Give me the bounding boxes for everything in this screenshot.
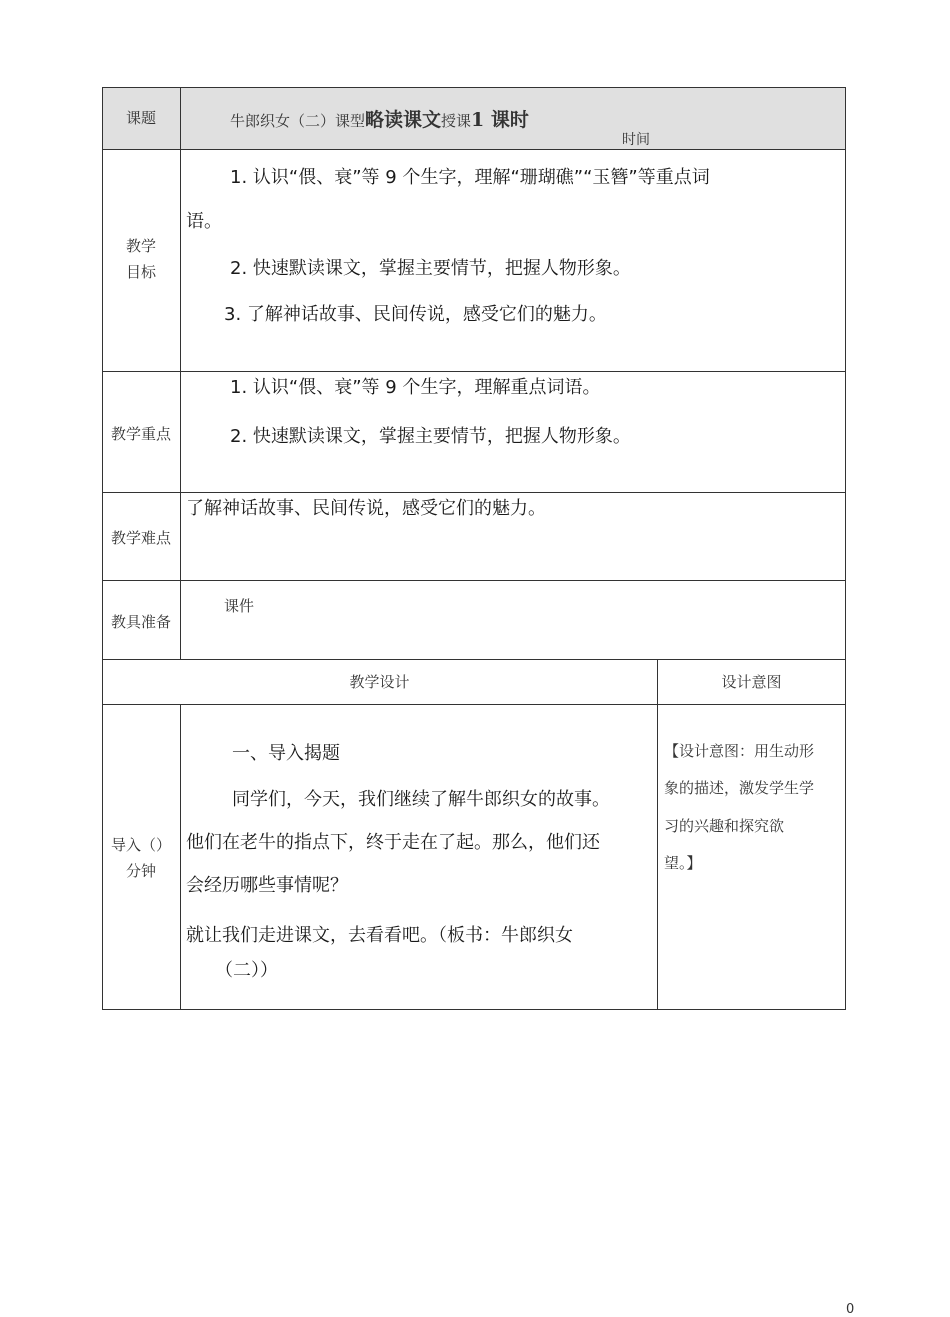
- time-value: 1 课时: [471, 109, 529, 131]
- difficulties-text: 了解神话故事、民间传说，感受它们的魅力。: [186, 498, 546, 519]
- row-divider: [102, 149, 846, 150]
- topic-label: 课题: [125, 109, 156, 127]
- intro-intent-line4: 望。】: [664, 854, 702, 872]
- intro-intent-line2: 象的描述，激发学生学: [664, 779, 815, 797]
- intent-column-divider: [657, 659, 658, 1010]
- row-divider: [102, 492, 846, 493]
- key-point-1: 1. 认识“偎、衰”等 9 个生字，理解重点词语。: [230, 377, 601, 398]
- objectives-label-line1: 教学: [125, 237, 156, 255]
- intro-paragraph-1-line2: 他们在老牛的指点下，终于走在了起。那么，他们还: [186, 832, 600, 853]
- intent-column-header: 设计意图: [721, 673, 782, 691]
- key-points-label: 教学重点: [110, 425, 171, 443]
- row-divider: [102, 659, 846, 660]
- materials-label: 教具准备: [110, 613, 171, 631]
- objectives-label-line2: 目标: [125, 263, 156, 281]
- label-column-divider: [180, 704, 181, 1010]
- intro-heading: 一、导入揭题: [232, 743, 340, 764]
- key-point-2: 2. 快速默读课文，掌握主要情节，把握人物形象。: [230, 426, 631, 447]
- table-border-bottom: [102, 1009, 846, 1010]
- page-number: 0: [846, 1302, 855, 1317]
- row-divider: [102, 704, 846, 705]
- intro-label-line2: 分钟: [125, 862, 156, 880]
- time-label-2: 时间: [622, 132, 650, 148]
- objectives-label: [102, 233, 180, 285]
- difficulties-label: 教学难点: [110, 529, 171, 547]
- intro-intent-line3: 习的兴趣和探究欲: [664, 817, 785, 835]
- label-column-divider: [180, 87, 181, 659]
- lesson-type-value: 略读课文: [365, 109, 442, 131]
- table-border-right: [845, 87, 846, 1010]
- intro-label-line1: 导入（）: [110, 836, 171, 854]
- intro-label: [102, 832, 180, 884]
- intro-paragraph-1-line3: 会经历哪些事情呢？: [186, 875, 348, 896]
- lesson-title-text: 牛郎织女（二）课型: [230, 112, 366, 130]
- lesson-title: [230, 105, 529, 132]
- table-border-top: [102, 87, 846, 88]
- lesson-plan-table: [102, 87, 846, 1010]
- objective-3: 3. 了解神话故事、民间传说，感受它们的魅力。: [224, 304, 607, 325]
- objective-1-line1: 1. 认识“偎、衰”等 9 个生字，理解“珊瑚礁”“玉簪”等重点词: [230, 167, 710, 188]
- objective-2: 2. 快速默读课文，掌握主要情节，把握人物形象。: [230, 258, 631, 279]
- intro-paragraph-2-line1: 就让我们走进课文，去看看吧。（板书：牛郎织女: [186, 925, 573, 946]
- intro-intent-line1: 【设计意图：用生动形: [664, 742, 815, 760]
- row-divider: [102, 371, 846, 372]
- intro-paragraph-2-line2: （二））: [215, 960, 278, 981]
- design-column-header: 教学设计: [349, 673, 410, 691]
- row-divider: [102, 580, 846, 581]
- objective-1-line2: 语。: [186, 211, 222, 232]
- materials-text: 课件: [224, 597, 255, 615]
- time-label: 授课: [441, 112, 472, 130]
- intro-paragraph-1-line1: 同学们，今天，我们继续了解牛郎织女的故事。: [232, 789, 610, 810]
